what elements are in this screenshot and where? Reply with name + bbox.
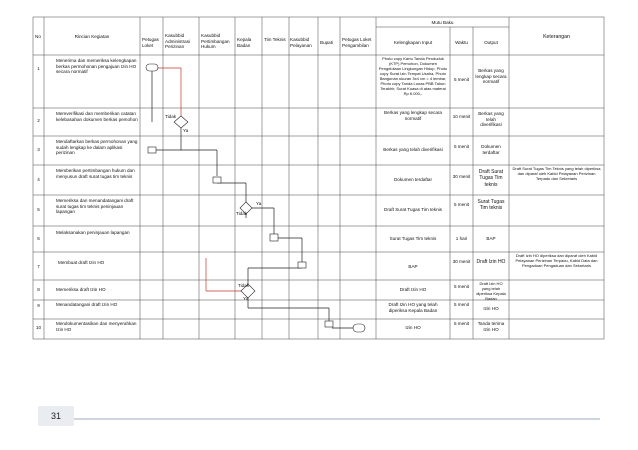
row-activity: Mendaftarkan berkas permohonan yang sudah lengkap ke dalam aplikasi perizinan [56,139,138,156]
header-no: No [35,34,41,39]
row-keterangan: Draft Surat Tugas Tim Teknis yang telah diperiksa dan diparaf oleh Kabid Pelayanan Perizinan Terpadu dan Sekretaris [512,166,601,181]
row-output: Tanda terima Izin HO [477,321,505,332]
row-output: Dokumen terdaftar [481,144,501,155]
row-output: Berkas yang lengkap secara normatif [475,68,507,85]
row-input: BAP [408,264,418,269]
footer-stripe [40,418,600,420]
process-box [270,234,278,241]
label-tidak: Tidak [165,114,177,119]
header-kepala-badan: Kepala Badan [237,37,252,48]
row-keterangan: Draft Izin HO diperiksa dan diparaf oleh Kabid Pelayanan Perizinan Terpadu, Kabid Data dan Pengaduan Pengaduan dan Sekretaris [515,253,598,268]
row-no: 2 [37,118,40,123]
row-input: Surat Tugas Tim teknis [389,236,437,241]
start-terminator [146,64,158,71]
row-activity: Membuat draft Izin HO [58,260,105,265]
decision-diamond [174,116,188,128]
row-no: 7 [37,264,40,269]
label-ya: Ya [256,201,262,206]
row-activity: Memverifikasi dan memberikan catatan kelebasahan dokumen berkas pemohon [56,111,138,122]
header-rincian: Rincian Kegiatan [74,34,110,39]
row-activity: Mendokumentasikan dan menyerahkan Izin HO [56,321,137,332]
process-box [213,177,221,183]
header-bupati: Bupati [320,40,334,45]
row-waktu: 30 menit [452,174,471,179]
row-no: 1 [37,66,40,71]
row-waktu: 5 menit [453,77,470,82]
page-number: 31 [38,406,74,426]
row-no: 6 [37,236,40,241]
row-no: 3 [37,147,40,152]
header-petugas-loket: Petugas Loket [142,37,159,48]
row-input: Draft Surat Tugas Tim teknis [384,207,442,212]
row-input: Draft Izin HO yang telah diperiksa Kepala Badan [388,302,438,313]
row-no: 5 [37,207,40,212]
end-terminator [353,324,365,332]
header-kelengkapan: Kelengkapan Input [393,40,433,45]
row-no: 9 [37,303,40,308]
header-kasubbid-pertimbangan: Kasubbid Pertimbangan Hukum [201,33,230,50]
header-mutu-baku: Mutu Baku [431,20,454,25]
row-waktu: 5 menit [453,321,470,326]
row-output: Draft Izin HO yang telah diperiksa Kepala Badan [476,281,506,301]
header-waktu: Waktu [455,40,468,45]
row-no: 4 [37,177,40,182]
row-output: Draft Surat Tugas Tim teknis [478,169,504,188]
row-output: BAP [486,236,496,241]
row-activity: Memberikan pertimbangan hukum dan menyusun draft surat tugas tim teknis [56,168,135,179]
row-activity: Menandatangani draft Izin HO [56,302,118,307]
row-output: Berkas yang telah diverifikasi [478,111,504,128]
row-waktu: 1 hari [455,236,468,241]
label-tidak: Tidak [238,283,250,288]
row-waktu: 5 menit [453,302,470,307]
label-ya: Ya [243,296,249,301]
row-activity: Menerima dan memeriksa kelengkapan berkas permohonan pengajuan Izin HO secara normatif [56,58,137,75]
row-output: Surat Tugas Tim teknis [477,199,505,212]
row-waktu: 5 menit [453,284,470,289]
label-tidak: Tidak [236,211,248,216]
row-activity: Memeriksa draft Izin HO [56,287,106,292]
process-box [148,147,156,153]
row-output: Draft Izin HO [476,259,506,265]
row-waktu: 10 menit [452,114,471,119]
row-output: Izin HO [483,306,499,311]
row-input: Dokumen terdaftar [393,177,433,182]
header-keterangan: Keterangan [543,34,570,40]
header-petugas-loket-pengambilan: Petugas Loket Pengambilan [342,37,372,48]
row-input: Draft Izin HO [399,287,427,292]
header-tim-teknis: Tim Teknis [264,37,286,42]
row-activity: Memeriksa dan menandatangani draft surat tugas tim teknis peninjauan lapangan [56,198,134,215]
header-kasubbid-pelayanan: Kasubbid Pelayanan [290,37,312,48]
row-waktu: 30 menit [452,259,471,264]
row-input: Berkas yang lengkap secara normatif [384,110,442,121]
row-waktu: 5 menit [453,202,470,207]
row-input: Izin HO [405,325,421,330]
row-activity: Melaksanakan peninjauan lapangan [56,230,130,235]
label-ya: Ya [183,128,189,133]
row-no: 10 [35,325,42,330]
row-waktu: 5 menit [453,144,470,149]
process-box [325,321,333,327]
header-output: Output [484,40,498,45]
row-input: Photo copy Kartu Tanda Penduduk (KTP) Pemohon, Dokumen Pengelolaan Lingkungan Hidup, Photo copy Surat Izin Tempat Usaha, Photo Bangunan ukuran 3x4 cm = 4 lembar, Photo copy Tanda Lunas PBB Tahun Terakhir, Surat Kuasa di atas materai Rp 6.000,- [378,56,448,96]
row-no: 8 [37,287,40,292]
row-input: Berkas yang telah diverifikasi [383,147,443,152]
process-box [298,262,306,268]
header-kasubbid-admin: Kasubbid Administrasi Perizinan [165,33,191,50]
